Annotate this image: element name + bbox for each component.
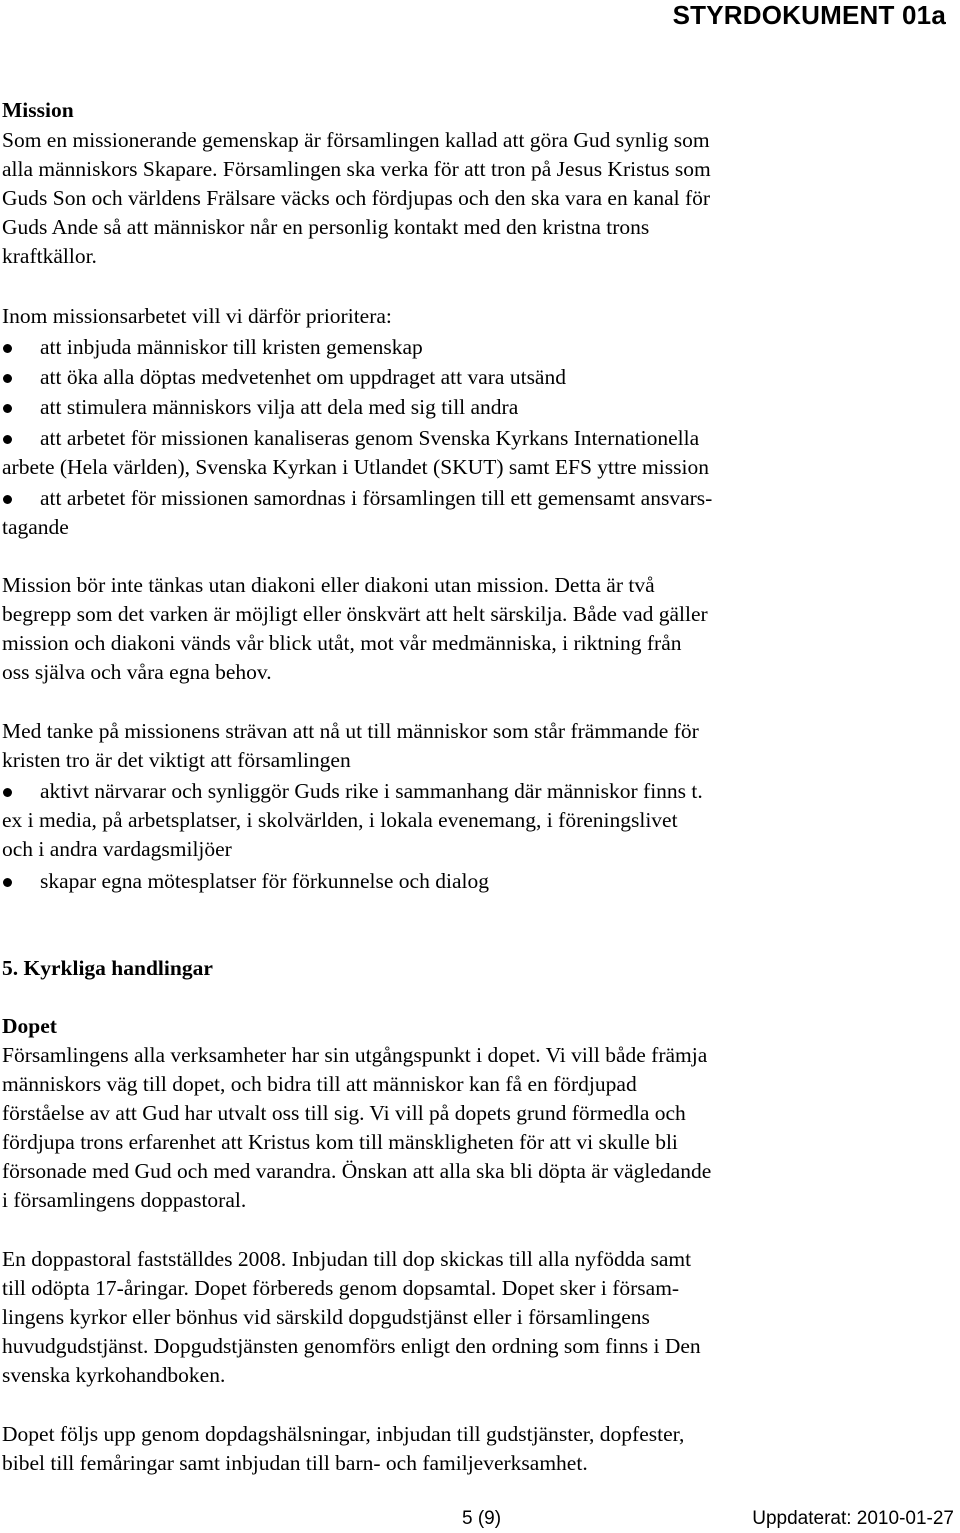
mission-intro-line: alla människors Skapare. Församlingen ska verka för att tron på Jesus Kristus som bbox=[2, 157, 711, 181]
priority-bullet-continuation: arbete (Hela världen), Svenska Kyrkan i Utlandet (SKUT) samt EFS yttre mission bbox=[2, 455, 709, 479]
bullet-icon bbox=[3, 344, 12, 353]
dopet-paragraph-line: fördjupa trons erfarenhet att Kristus kom till mänskligheten för att vi skulle bli bbox=[2, 1130, 678, 1154]
diakoni-paragraph-line: mission och diakoni vänds vår blick utåt, mot vår medmänniska, i riktning från bbox=[2, 631, 682, 655]
church-bullet-continuation: och i andra vardagsmiljöer bbox=[2, 837, 232, 861]
dopet-paragraph-line: Församlingens alla verksamheter har sin utgångspunkt i dopet. Vi vill både främja bbox=[2, 1043, 708, 1067]
priorities-intro: Inom missionsarbetet vill vi därför prioritera: bbox=[2, 304, 392, 328]
mission-intro-line: Som en missionerande gemenskap är församlingen kallad att göra Gud synlig som bbox=[2, 128, 710, 152]
dopet-paragraph-line: i församlingens doppastoral. bbox=[2, 1188, 247, 1212]
document-header-title: STYRDOKUMENT 01a bbox=[672, 0, 946, 30]
priority-bullet: att stimulera människors vilja att dela med sig till andra bbox=[40, 395, 519, 419]
doppastoral-paragraph-line: lingens kyrkor eller bönhus vid särskild dopgudstjänst eller i församlingens bbox=[2, 1305, 650, 1329]
dopet-paragraph-line: försonade med Gud och med varandra. Önskan att alla ska bli döpta är vägledande bbox=[2, 1159, 712, 1183]
followup-paragraph-line: Dopet följs upp genom dopdagshälsningar, inbjudan till gudstjänster, dopfester, bbox=[2, 1422, 685, 1446]
dopet-paragraph-line: förståelse av att Gud har utvalt oss till sig. Vi vill på dopets grund förmedla och bbox=[2, 1101, 686, 1125]
church-bullet: skapar egna mötesplatser för förkunnelse och dialog bbox=[40, 869, 489, 893]
updated-date: Uppdaterat: 2010-01-27 bbox=[752, 1508, 954, 1529]
dopet-heading: Dopet bbox=[2, 1014, 57, 1038]
mission-intro-line: Guds Ande så att människor når en personlig kontakt med den kristna trons bbox=[2, 215, 650, 239]
priority-bullet: att arbetet för missionen samordnas i församlingen till ett gemensamt ansvars- bbox=[40, 486, 713, 510]
diakoni-paragraph-line: oss själva och våra egna behov. bbox=[2, 660, 272, 684]
doppastoral-paragraph-line: svenska kyrkohandboken. bbox=[2, 1363, 226, 1387]
doppastoral-paragraph-line: till odöpta 17-åringar. Dopet förbereds genom dopsamtal. Dopet sker i försam- bbox=[2, 1276, 680, 1300]
dopet-paragraph-line: människors väg till dopet, och bidra till att människor kan få en fördjupad bbox=[2, 1072, 637, 1096]
diakoni-paragraph-line: begrepp som det varken är möjligt eller önskvärt att helt särskilja. Både vad gäller bbox=[2, 602, 708, 626]
bullet-icon bbox=[3, 404, 12, 413]
church-bullet-continuation: ex i media, på arbetsplatser, i skolvärlden, i lokala evenemang, i föreningslivet bbox=[2, 808, 678, 832]
section-heading: 5. Kyrkliga handlingar bbox=[2, 956, 213, 980]
doppastoral-paragraph-line: En doppastoral fastställdes 2008. Inbjudan till dop skickas till alla nyfödda samt bbox=[2, 1247, 692, 1271]
diakoni-paragraph-line: Mission bör inte tänkas utan diakoni eller diakoni utan mission. Detta är två bbox=[2, 573, 655, 597]
bullet-icon bbox=[3, 374, 12, 383]
mission-intro-line: Guds Son och världens Frälsare väcks och fördjupas och den ska vara en kanal för bbox=[2, 186, 711, 210]
mission-heading: Mission bbox=[2, 98, 74, 122]
strivance-paragraph-line: Med tanke på missionens strävan att nå ut till människor som står främmande för bbox=[2, 719, 699, 743]
page-number: 5 (9) bbox=[462, 1508, 502, 1529]
priority-bullet: att arbetet för missionen kanaliseras genom Svenska Kyrkans Internationella bbox=[40, 426, 700, 450]
strivance-paragraph-line: kristen tro är det viktigt att församlingen bbox=[2, 748, 351, 772]
bullet-icon bbox=[3, 878, 12, 887]
followup-paragraph-line: bibel till femåringar samt inbjudan till barn- och familjeverksamhet. bbox=[2, 1451, 588, 1475]
mission-intro-line: kraftkällor. bbox=[2, 244, 97, 268]
bullet-icon bbox=[3, 788, 12, 797]
church-bullet: aktivt närvarar och synliggör Guds rike i sammanhang där människor finns t. bbox=[40, 779, 703, 803]
priority-bullet: att öka alla döptas medvetenhet om uppdraget att vara utsänd bbox=[40, 365, 566, 389]
bullet-icon bbox=[3, 435, 12, 444]
doppastoral-paragraph-line: huvudgudstjänst. Dopgudstjänsten genomförs enligt den ordning som finns i Den bbox=[2, 1334, 701, 1358]
priority-bullet: att inbjuda människor till kristen gemenskap bbox=[40, 335, 423, 359]
priority-bullet-continuation: tagande bbox=[2, 515, 69, 539]
bullet-icon bbox=[3, 495, 12, 504]
